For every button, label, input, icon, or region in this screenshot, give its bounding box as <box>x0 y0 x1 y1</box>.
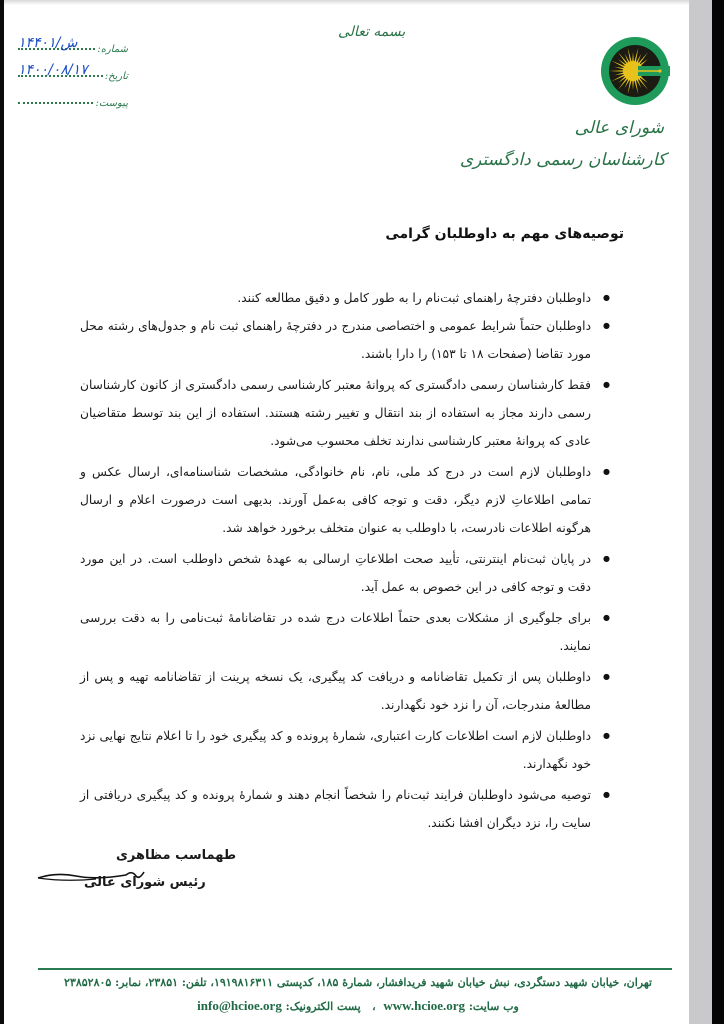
sunburst-emblem-icon <box>600 36 670 106</box>
list-item: ● توصیه می‌شود داوطلبان فرایند ثبت‌نام را شخصاً انجام دهند و شمارهٔ پرونده و کد پیگیری دریافتی از سایت را، نزد دیگران افشا نکنند. <box>80 781 609 837</box>
list-item: ● در پایان ثبت‌نام اینترنتی، تأیید صحت اطلاعاتِ ارسالی به عهدهٔ شخص داوطلب است. در این مورد دقت و توجه کافی در این خصوص به عمل آید. <box>80 545 609 601</box>
signatory-title: رئیس شورای عالی <box>84 875 206 890</box>
list-item: ● برای جلوگیری از مشکلات بعدی حتماً اطلاعات درج شده در تقاضانامهٔ ثبت‌نامی را به دقت بررسی نمایند. <box>80 604 609 660</box>
list-item: ● داوطلبان لازم است اطلاعات کارت اعتباری، شمارهٔ پرونده و کد پیگیری خود را تا اعلام نتایج نهایی نزد خود نگهدارند. <box>80 722 609 778</box>
letter-attachment-row <box>18 82 128 109</box>
email-link[interactable]: info@hcioe.org <box>197 998 282 1013</box>
letter-number-label: شماره: <box>97 44 128 55</box>
list-item: ● داوطلبان دفترچهٔ راهنمای ثبت‌نام را به طور کامل و دقیق مطالعه کنند. <box>80 284 609 312</box>
organization-name-line2: کارشناسان رسمی دادگستری <box>459 150 666 170</box>
letter-date-label: تاریخ: <box>104 71 128 82</box>
scan-left-border <box>0 0 4 1024</box>
footer-divider <box>38 968 672 970</box>
document-title: توصیه‌های مهم به داوطلبان گرامی <box>385 226 624 242</box>
letter-date-row <box>18 55 128 82</box>
footer-address: تهران، خیابان شهید دستگردی، نبش خیابان شهید فریدافشار، شمارهٔ ۱۸۵، کدپستی ۱۹۱۹۸۱۶۳۱۱، تلفن: ۲۳۸۵۱، نمابر: ۲۳۸۵۲۸۰۵ <box>64 976 652 989</box>
website-link[interactable]: www.hcioe.org <box>383 998 465 1013</box>
letter-number-value: ۱۴۴۰۱/ش <box>18 35 78 51</box>
letter-date-value: ۱۴۰۰/۰۸/۱۷ <box>18 62 88 78</box>
scan-top-edge <box>0 0 724 5</box>
scan-right-margin <box>689 0 712 1024</box>
list-item: ● داوطلبان حتماً شرایط عمومی و اختصاصی مندرج در دفترچهٔ راهنمای ثبت نام و جدول‌های رشته محل مورد تقاضا (صفحات ۱۸ تا ۱۵۳) را دارا باشند. <box>80 312 609 368</box>
letter-number-row <box>18 28 128 55</box>
list-item: ● فقط کارشناسان رسمی دادگستری که پروانهٔ معتبر کارشناسی رسمی دادگستری از کانون کارشناسان رسمی دارند مجاز به استفاده از بند انتقال و تغییر رشته هستند. استفاده از این بند توسط متقاضیان عادی که پروانهٔ معتبر کارشناسی ندارند تخلف محسوب می‌شود. <box>80 371 609 455</box>
list-item: ● داوطلبان پس از تکمیل تقاضانامه و دریافت کد پیگیری، یک نسخه پرینت از تقاضانامه تهیه و پس از مطالعهٔ مندرجات، آن را نزد خود نگهدارند. <box>80 663 609 719</box>
organization-name-line1: شورای عالی <box>574 118 664 138</box>
scan-right-border <box>712 0 724 1024</box>
website-label: وب سایت: <box>468 1000 519 1013</box>
letter-attachment-label: پیوست: <box>95 98 128 109</box>
letter-meta <box>18 28 128 109</box>
email-label: پست الکترونیک: <box>285 1000 361 1013</box>
signatory-name: طهماسب مظاهری <box>116 848 237 863</box>
recommendations-list <box>80 284 609 840</box>
dotted-line <box>18 102 93 104</box>
list-item: ● داوطلبان لازم است در درج کد ملی، نام، نام خانوادگی، مشخصات شناسنامه‌ای، ارسال عکس و تمامی اطلاعاتِ لازم دیگر، دقت و توجه کافی به‌عمل آورند. بدیهی است درصورت اعلام و ارسال هرگونه اطلاعات نادرست، با داوطلب به عنوان متخلف برخورد خواهد شد. <box>80 458 609 542</box>
basmala-heading: بسمه تعالی <box>338 24 406 40</box>
footer-contact: وب سایت: www.hcioe.org ، پست الکترونیک: info@hcioe.org <box>197 998 519 1013</box>
